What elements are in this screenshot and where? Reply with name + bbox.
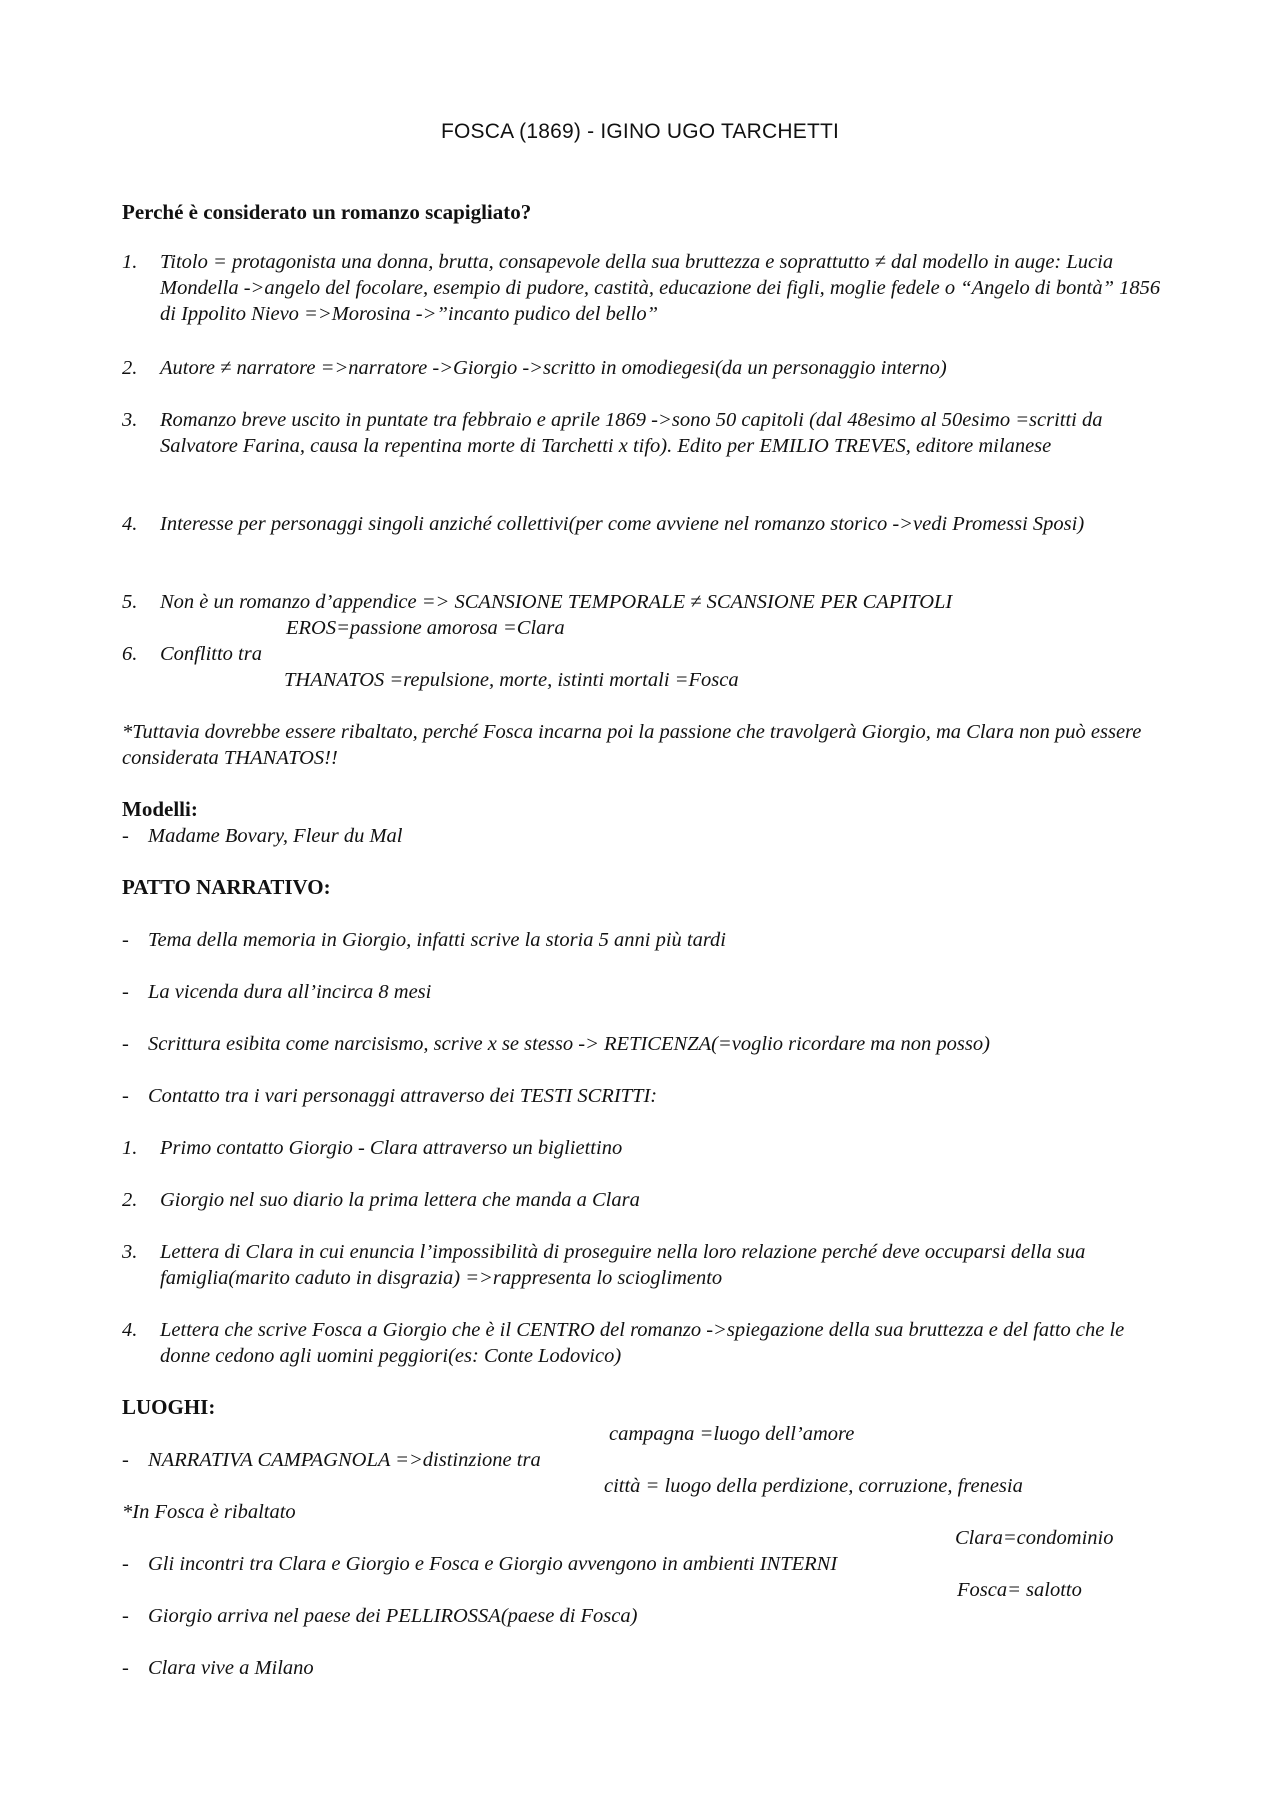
list-text: Romanzo breve uscito in puntate tra febbraio e aprile 1869 ->sono 50 capitoli (dal 48esimo al 50esimo =scritti da Salvatore Farina, causa la repentina morte di Tarchetti x tifo). Edito per EMILIO TREVES, editore milanese xyxy=(160,409,1103,457)
list-text: Giorgio nel suo diario la prima lettera che manda a Clara xyxy=(160,1189,640,1211)
campagna-line: campagna =luogo dell’amore xyxy=(609,1423,855,1445)
list-number: 3. xyxy=(122,1241,138,1263)
list-text: Lettera di Clara in cui enuncia l’impossibilità di proseguire nella loro relazione perché deve occuparsi della sua famiglia(marito caduto in disgrazia) =>rappresenta lo scioglimento xyxy=(160,1241,1086,1289)
models-item: Madame Bovary, Fleur du Mal xyxy=(148,825,403,847)
list-item-3 xyxy=(122,407,1162,459)
patto-item-4: Contatto tra i vari personaggi attraverso dei TESTI SCRITTI: xyxy=(148,1085,658,1107)
list-text: Lettera che scrive Fosca a Giorgio che è il CENTRO del romanzo ->spiegazione della sua bruttezza e del fatto che le donne cedono agli uomini peggiori(es: Conte Lodovico) xyxy=(160,1319,1125,1367)
incontri-line: Gli incontri tra Clara e Giorgio e Fosca e Giorgio avvengono in ambienti INTERNI xyxy=(148,1553,838,1575)
bullet-dash: - xyxy=(122,1449,129,1471)
pellirossa-line: Giorgio arriva nel paese dei PELLIROSSA(paese di Fosca) xyxy=(148,1605,638,1627)
list-number: 2. xyxy=(122,357,138,379)
bullet-dash: - xyxy=(122,1553,129,1575)
list-number: 4. xyxy=(122,513,138,535)
list-item-5 xyxy=(122,589,1162,615)
list-number: 5. xyxy=(122,591,138,613)
list-text: Titolo = protagonista una donna, brutta, consapevole della sua bruttezza e soprattutto ≠ dal modello in auge: Lucia Mondella ->angelo del focolare, esempio di pudore, castità, educazione dei figli, moglie fedele o “Angelo di bontà” 1856 di Ippolito Nievo =>Morosina ->”incanto pudico del bello” xyxy=(160,251,1161,325)
bullet-dash: - xyxy=(122,929,129,951)
list-text: Non è un romanzo d’appendice => SCANSIONE TEMPORALE ≠ SCANSIONE PER CAPITOLI xyxy=(160,591,953,613)
clara-place: Clara=condominio xyxy=(955,1527,1114,1549)
patto-item-1: Tema della memoria in Giorgio, infatti scrive la storia 5 anni più tardi xyxy=(148,929,726,951)
list-number: 4. xyxy=(122,1319,138,1341)
narrativa-line: NARRATIVA CAMPAGNOLA =>distinzione tra xyxy=(148,1449,541,1471)
list-item-2 xyxy=(122,355,1162,381)
bullet-dash: - xyxy=(122,1085,129,1107)
bullet-dash: - xyxy=(122,1605,129,1627)
thanatos-line: THANATOS =repulsione, morte, istinti mortali =Fosca xyxy=(284,669,739,691)
list-item-1 xyxy=(122,249,1162,327)
list-number-6: 6. xyxy=(122,643,138,665)
eros-line: EROS=passione amorosa =Clara xyxy=(286,617,565,639)
section-heading-luoghi: LUOGHI: xyxy=(122,1395,216,1419)
patto-numbered-2 xyxy=(122,1187,1162,1213)
patto-numbered-1 xyxy=(122,1135,1162,1161)
list-number: 2. xyxy=(122,1189,138,1211)
section-heading-models: Modelli: xyxy=(122,797,198,821)
section-heading-scapigliato: Perché è considerato un romanzo scapigliato? xyxy=(122,200,532,224)
patto-numbered-3 xyxy=(122,1239,1162,1291)
list-number: 1. xyxy=(122,251,138,273)
section-note: *Tuttavia dovrebbe essere ribaltato, perché Fosca incarna poi la passione che travolgerà Giorgio, ma Clara non può essere considerata THANATOS!! xyxy=(122,721,1142,769)
list-number: 3. xyxy=(122,409,138,431)
citta-line: città = luogo della perdizione, corruzione, frenesia xyxy=(604,1475,1023,1497)
section-heading-patto: PATTO NARRATIVO: xyxy=(122,875,331,899)
list-number: 1. xyxy=(122,1137,138,1159)
bullet-dash: - xyxy=(122,825,129,847)
ribaltato-note: *In Fosca è ribaltato xyxy=(122,1501,296,1523)
conflict-label: Conflitto tra xyxy=(160,643,262,665)
list-text: Primo contatto Giorgio - Clara attraverso un bigliettino xyxy=(160,1137,623,1159)
milano-line: Clara vive a Milano xyxy=(148,1657,314,1679)
patto-item-3: Scrittura esibita come narcisismo, scrive x se stesso -> RETICENZA(=voglio ricordare ma non posso) xyxy=(148,1033,990,1055)
list-text: Autore ≠ narratore =>narratore ->Giorgio ->scritto in omodiegesi(da un personaggio interno) xyxy=(160,357,947,379)
bullet-dash: - xyxy=(122,1033,129,1055)
bullet-dash: - xyxy=(122,1657,129,1679)
page-title: FOSCA (1869) - IGINO UGO TARCHETTI xyxy=(440,120,840,143)
list-item-4 xyxy=(122,511,1162,537)
bullet-dash: - xyxy=(122,981,129,1003)
list-text: Interesse per personaggi singoli anziché collettivi(per come avviene nel romanzo storico ->vedi Promessi Sposi) xyxy=(160,513,1085,535)
patto-item-2: La vicenda dura all’incirca 8 mesi xyxy=(148,981,432,1003)
patto-numbered-4 xyxy=(122,1317,1162,1369)
fosca-place: Fosca= salotto xyxy=(957,1579,1082,1601)
